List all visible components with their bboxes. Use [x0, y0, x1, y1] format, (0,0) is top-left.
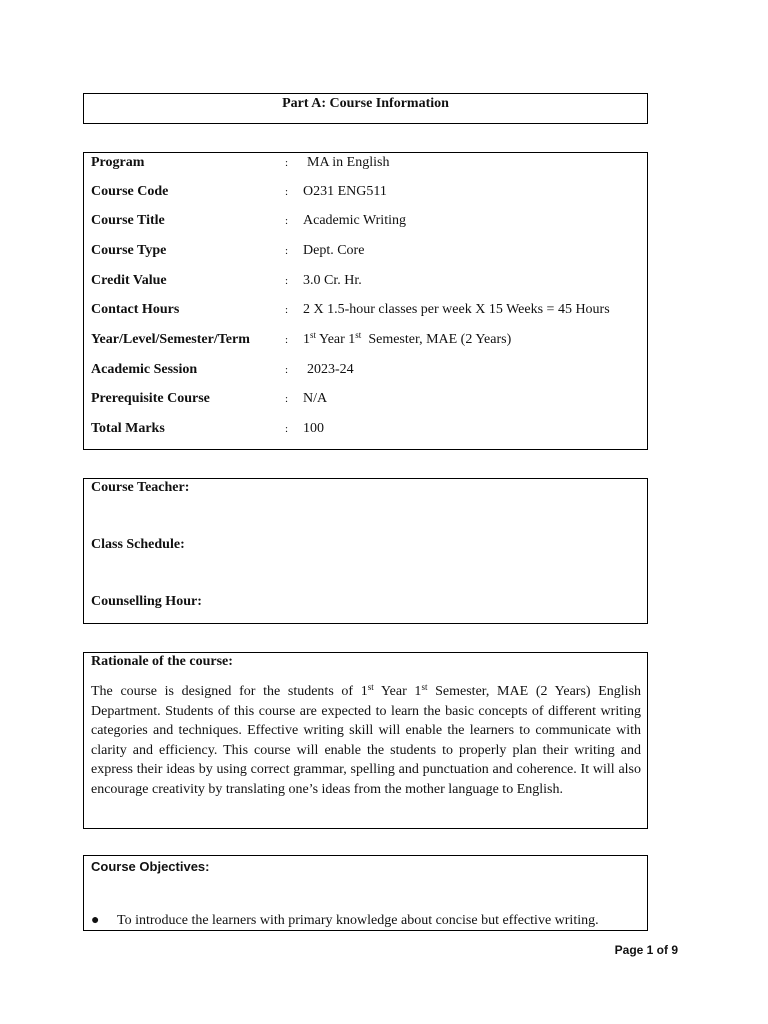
info-separator: : [285, 157, 289, 169]
info-separator: : [285, 186, 289, 198]
info-value: 2023-24 [307, 362, 354, 377]
teacher-schedule-box [83, 478, 648, 624]
rationale-box [83, 652, 648, 829]
course-info-title-box [83, 93, 648, 124]
info-value: O231 ENG511 [303, 184, 387, 199]
info-value: Academic Writing [303, 213, 406, 228]
info-label: Course Type [91, 243, 167, 258]
info-row-contact-hours [91, 302, 643, 322]
info-row-total-marks [91, 421, 643, 441]
info-label: Contact Hours [91, 302, 180, 317]
bullet-icon: ● [91, 913, 100, 928]
section-title: Part A: Course Information [282, 96, 449, 111]
info-value: MA in English [307, 155, 390, 170]
info-separator: : [285, 215, 289, 227]
info-separator: : [285, 304, 289, 316]
info-label: Academic Session [91, 362, 198, 377]
info-label: Prerequisite Course [91, 391, 210, 406]
page-number: Page 1 of 9 [614, 943, 678, 957]
info-value: 100 [303, 421, 324, 436]
info-value: 1st Year 1st Semester, MAE (2 Years) [303, 330, 512, 347]
info-separator: : [285, 275, 289, 287]
objective-text: To introduce the learners with primary knowledge about concise but effective writing. [117, 913, 599, 928]
info-row-year-level-semester-term [91, 332, 643, 352]
info-row-prerequisite-course [91, 391, 643, 411]
info-label: Course Title [91, 213, 165, 228]
info-row-course-code [91, 184, 643, 204]
info-row-course-title [91, 213, 643, 233]
info-separator: : [285, 393, 289, 405]
counselling-hour-label: Counselling Hour: [91, 594, 202, 609]
info-separator: : [285, 364, 289, 376]
info-separator: : [285, 245, 289, 257]
objectives-heading: Course Objectives: [91, 859, 210, 874]
objective-list-item [91, 913, 599, 929]
info-label: Course Code [91, 184, 169, 199]
info-row-academic-session [91, 362, 643, 382]
course-info-table [83, 152, 648, 450]
info-value: Dept. Core [303, 243, 365, 258]
class-schedule-label: Class Schedule: [91, 537, 185, 552]
objectives-box [83, 855, 648, 931]
info-value: 3.0 Cr. Hr. [303, 273, 362, 288]
course-teacher-label: Course Teacher: [91, 480, 190, 495]
info-separator: : [285, 334, 289, 346]
info-label: Year/Level/Semester/Term [91, 332, 250, 347]
info-value: 2 X 1.5-hour classes per week X 15 Weeks = 45 Hours [303, 302, 610, 317]
info-label: Program [91, 155, 145, 170]
info-row-credit-value [91, 273, 643, 293]
info-row-program [91, 155, 643, 175]
info-separator: : [285, 423, 289, 435]
rationale-heading: Rationale of the course: [91, 654, 233, 669]
info-row-course-type [91, 243, 643, 263]
info-label: Credit Value [91, 273, 167, 288]
info-value: N/A [303, 391, 328, 406]
info-label: Total Marks [91, 421, 165, 436]
rationale-paragraph: The course is designed for the students of 1st Year 1st Semester, MAE (2 Years) English Department. Students of this course are expected to learn the basic concepts of different writing categories and techniques. Effective writing skill will enable the learners to communicate with clarity and efficiency. This course will enable the students to properly plan their writing and express their ideas by using correct grammar, spelling and punctuation and coherence. It will also encourage creativity by translating one’s ideas from the mother language to English. [91, 682, 642, 797]
